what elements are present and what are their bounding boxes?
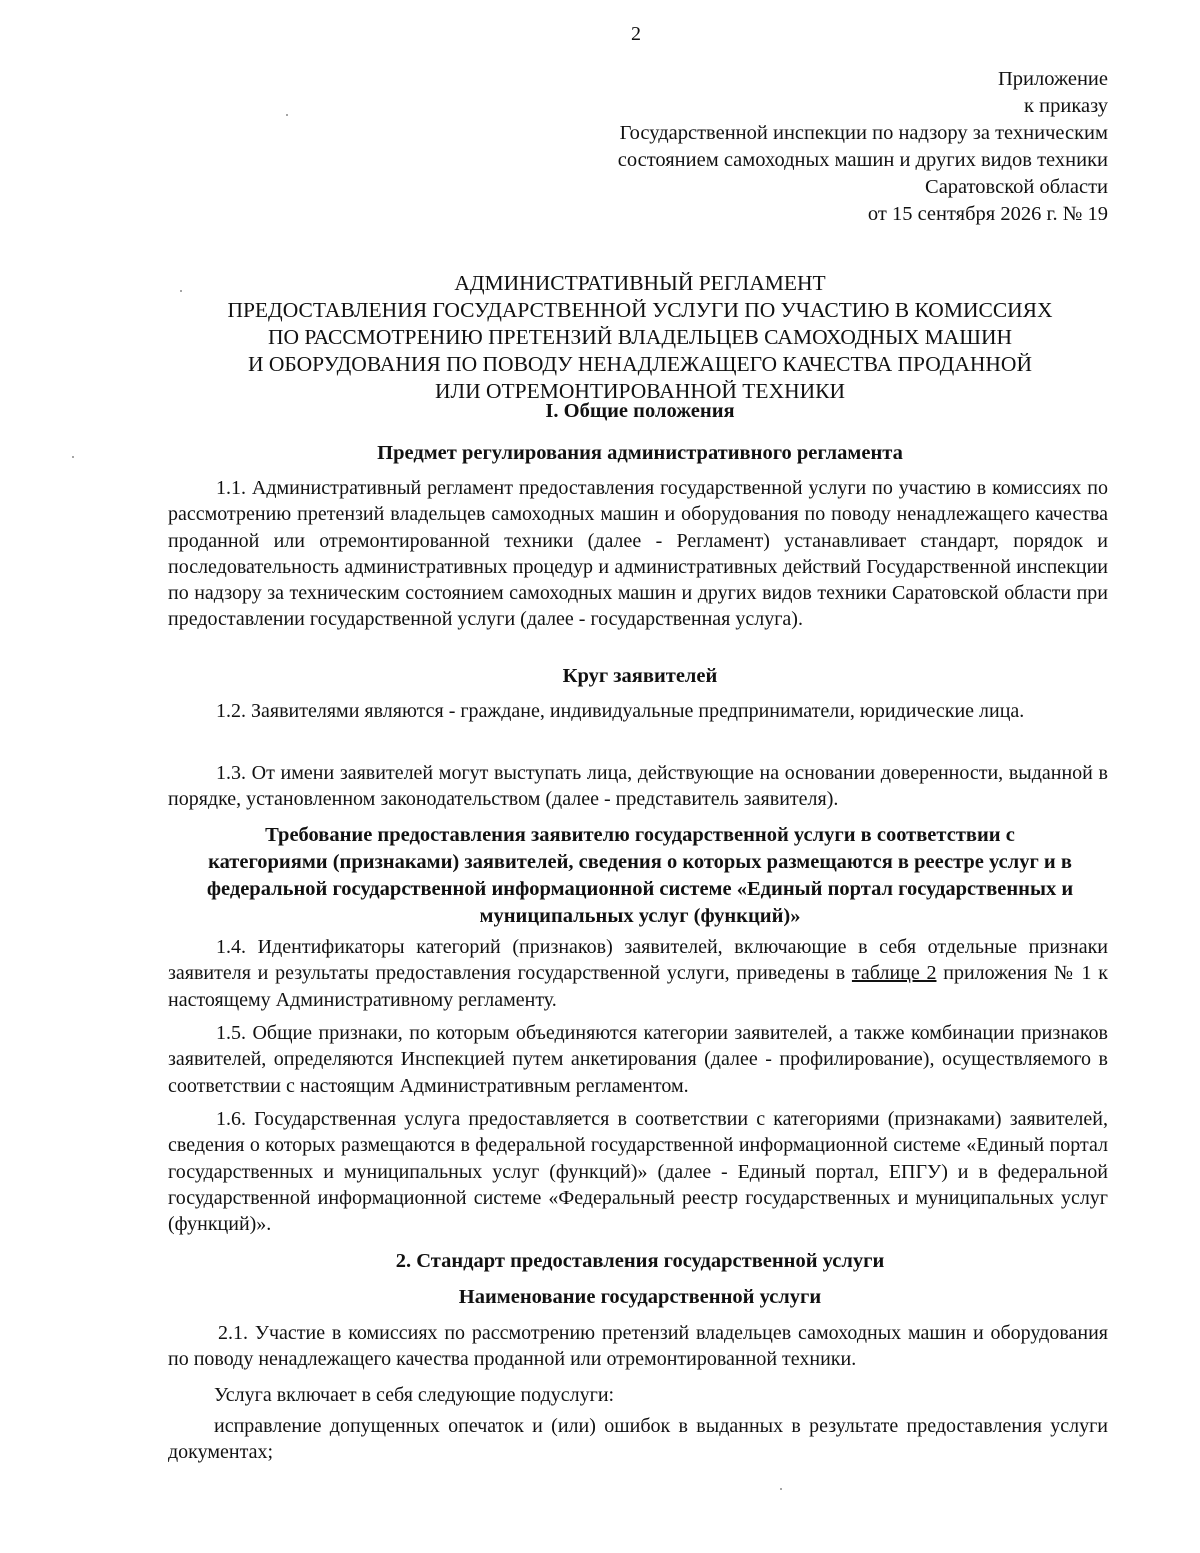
paragraph-1-2: 1.2. Заявителями являются - граждане, индивидуальные предприниматели, юридические лица. (216, 700, 1025, 722)
applicants-heading: Круг заявителей (562, 665, 718, 687)
paragraph-1-6: 1.6. Государственная услуга предоставляется в соответствии с категориями (признаками) заявителей, сведения о которых размещаются в федеральной государственной информационной системе «Единый портал государственных и муниципальных услуг (функций)» (далее - Единый портал, ЕПГУ) и в федеральной государственной информационной системе «Федеральный реестр государственных и муниципальных услуг (функций)». (168, 1108, 1108, 1236)
subservice-item: исправление допущенных опечаток и (или) ошибок в выданных в результате предоставления услуги документах; (168, 1415, 1108, 1464)
paragraph-2-1: 2.1. Участие в комиссиях по рассмотрению претензий владельцев самоходных машин и оборудования по поводу ненадлежащего качества проданной или отремонтированной техники. (168, 1322, 1108, 1371)
scan-speck (780, 1488, 782, 1490)
appendix-line: Саратовской области (925, 176, 1108, 198)
appendix-line: состоянием самоходных машин и других видов техники (617, 149, 1108, 171)
section-2-heading: 2. Стандарт предоставления государственной услуги (395, 1250, 885, 1272)
document-title (160, 270, 1120, 405)
title-line: ПРЕДОСТАВЛЕНИЯ ГОСУДАРСТВЕННОЙ УСЛУГИ ПО УЧАСТИЮ В КОМИССИЯХ (227, 298, 1053, 322)
paragraph-1-4-text-end: приложения № 1 к настоящему Административному регламенту. (168, 962, 1108, 1011)
title-line: АДМИНИСТРАТИВНЫЙ РЕГЛАМЕНТ (454, 271, 826, 295)
paragraph-1-4-text: 1.4. Идентификаторы категорий (признаков) заявителей, включающие в себя отдельные признаки заявителя и результаты предоставления государственной услуги, приведены в (168, 936, 1108, 985)
service-name-heading: Наименование государственной услуги (458, 1286, 822, 1308)
appendix-line: Государственной инспекции по надзору за техническим (619, 122, 1108, 144)
appendix-line: от 15 сентября 2026 г. № 19 (867, 203, 1108, 225)
section-1-heading: I. Общие положения (545, 400, 735, 422)
requirement-heading-line: федеральной государственной информационной системе «Единый портал государственных и (206, 878, 1074, 900)
title-line: ИЛИ ОТРЕМОНТИРОВАННОЙ ТЕХНИКИ (434, 379, 846, 403)
subservices-intro: Услуга включает в себя следующие подуслуги: (214, 1384, 615, 1406)
scan-speck (286, 114, 288, 116)
table-2-link[interactable]: таблице 2 (851, 962, 937, 985)
paragraph-1-1: 1.1. Административный регламент предоставления государственной услуги по участию в комиссиях по рассмотрению претензий владельцев самоходных машин и оборудования по поводу ненадлежащего качества проданной или отремонтированной техники (далее - Регламент) устанавливает стандарт, порядок и последовательность административных процедур и административных действий Государственной инспекции по надзору за техническим состоянием самоходных машин и других видов техники Саратовской области при предоставлении государственной услуги (далее - государственная услуга). (168, 477, 1108, 631)
scan-speck (72, 456, 74, 458)
page-number: 2 (631, 23, 641, 45)
requirement-heading-line: категориями (признаками) заявителей, сведения о которых размещаются в реестре услуг и в (208, 851, 1072, 873)
title-line: И ОБОРУДОВАНИЯ ПО ПОВОДУ НЕНАДЛЕЖАЩЕГО КАЧЕСТВА ПРОДАННОЙ (248, 352, 1032, 376)
subject-heading: Предмет регулирования административного регламента (377, 442, 903, 464)
title-line: ПО РАССМОТРЕНИЮ ПРЕТЕНЗИЙ ВЛАДЕЛЬЦЕВ САМОХОДНЫХ МАШИН (267, 325, 1013, 349)
requirement-heading-line: муниципальных услуг (функций)» (479, 905, 801, 927)
requirement-heading-line: Требование предоставления заявителю государственной услуги в соответствии с (265, 824, 1015, 846)
paragraph-1-4 (168, 934, 1108, 1013)
scan-speck (180, 290, 182, 292)
appendix-line: Приложение (997, 68, 1108, 90)
appendix-block (508, 66, 1108, 228)
requirement-heading (160, 822, 1120, 930)
appendix-line: к приказу (1024, 95, 1108, 117)
paragraph-1-5: 1.5. Общие признаки, по которым объединяются категории заявителей, а также комбинации признаков заявителей, определяются Инспекцией путем анкетирования (далее - профилирование), осуществляемого в соответствии с настоящим Административным регламентом. (168, 1022, 1108, 1097)
paragraph-1-3: 1.3. От имени заявителей могут выступать лица, действующие на основании доверенности, выданной в порядке, установленном законодательством (далее - представитель заявителя). (168, 762, 1108, 811)
